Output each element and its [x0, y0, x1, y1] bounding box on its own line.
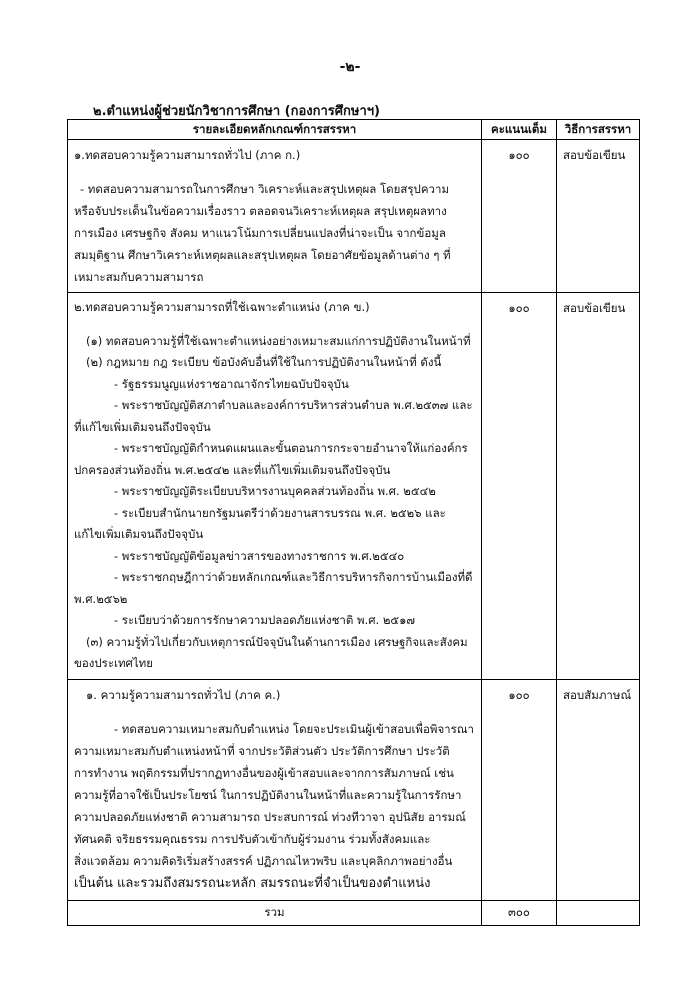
section-title: ๒.ตำแหน่งผู้ช่วยนักวิชาการศึกษา (กองการศึกษาฯ) [93, 104, 380, 119]
score-cell [482, 679, 557, 900]
criteria-line: (๓) ความรู้ทั่วไปเกี่ยวกับเหตุการณ์ปัจจุบันในด้านการเมือง เศรษฐกิจและสังคม [86, 634, 468, 649]
header-method: วิธีการสรรหา [557, 120, 640, 140]
criteria-line: เหมาะสมกับความสามารถ [74, 270, 204, 284]
criteria-heading: ๒.ทดสอบความรู้ความสามารถที่ใช้เฉพาะตำแหน่ง (ภาค ข.) [74, 300, 370, 314]
criteria-line: - ทดสอบความสามารถในการศึกษา วิเคราะห์และสรุปเหตุผล โดยสรุปความ [80, 182, 450, 196]
criteria-cell [68, 140, 482, 293]
total-label: รวม [68, 900, 482, 925]
criteria-cell [68, 679, 482, 900]
header-criteria: รายละเอียดหลักเกณฑ์การสรรหา [68, 120, 482, 140]
criteria-line: (๒) กฎหมาย กฎ ระเบียบ ข้อบังคับอื่นที่ใช้ในการปฏิบัติงานในหน้าที่ ดังนี้ [86, 355, 442, 369]
criteria-line: - ทดสอบความเหมาะสมกับตำแหน่ง โดยจะประเมินผู้เข้าสอบเพื่อพิจารณา [114, 721, 474, 736]
criteria-line: การทำงาน พฤติกรรมที่ปรากฏทางอื่นของผู้เข้าสอบและจากการสัมภาษณ์ เช่น [74, 765, 454, 780]
criteria-line: หรือจับประเด็นในข้อความเรื่องราว ตลอดจนวิเคราะห์เหตุผล สรุปเหตุผลทาง [74, 204, 447, 218]
table-row [68, 140, 640, 293]
method-value: สอบข้อเขียน [563, 301, 626, 315]
criteria-line: พ.ศ.๒๕๖๒ [74, 591, 128, 606]
score-cell [482, 140, 557, 293]
criteria-line: ความเหมาะสมกับตำแหน่งหน้าที่ จากประวัติส่วนตัว ประวัติการศึกษา ประวัติ [74, 743, 450, 758]
criteria-line: (๑) ทดสอบความรู้ที่ใช้เฉพาะตำแหน่งอย่างเหมาะสมแก่การปฏิบัติงานในหน้าที่ [86, 333, 471, 348]
criteria-cell [68, 293, 482, 680]
criteria-line: ของประเทศไทย [74, 656, 153, 670]
criteria-line: - รัฐธรรมนูญแห่งราชอาณาจักรไทยฉบับปัจจุบัน [114, 376, 349, 391]
criteria-line: ปกครองส่วนท้องถิ่น พ.ศ.๒๕๔๒ และที่แก้ไขเพิ่มเติมจนถึงปัจจุบัน [74, 462, 391, 477]
criteria-heading: ๑. ความรู้ความสามารถทั่วไป (ภาค ค.) [86, 687, 281, 702]
score-cell [482, 293, 557, 680]
method-value: สอบสัมภาษณ์ [563, 687, 632, 702]
criteria-line: เป็นต้น และรวมถึงสมรรถนะหลัก สมรรถนะที่จำเป็นของตำแหน่ง [74, 875, 431, 891]
total-method [557, 900, 640, 925]
criteria-line: - พระราชกฤษฎีกาว่าด้วยหลักเกณฑ์และวิธีการบริหารกิจการบ้านเมืองที่ดี [114, 570, 473, 584]
method-value: สอบข้อเขียน [563, 148, 626, 162]
criteria-line: ความปลอดภัยแห่งชาติ ความสามารถ ประสบการณ์ ท่วงทีวาจา อุปนิสัย อารมณ์ [74, 809, 466, 824]
total-score: ๓๐๐ [482, 900, 557, 925]
criteria-line: - ระเบียบว่าด้วยการรักษาความปลอดภัยแห่งชาติ พ.ศ. ๒๕๑๗ [114, 613, 416, 627]
criteria-line: - พระราชบัญญัติระเบียบบริหารงานบุคคลส่วนท้องถิ่น พ.ศ. ๒๕๔๒ [114, 484, 436, 498]
table-header-row [68, 120, 640, 140]
method-cell [557, 679, 640, 900]
criteria-line: การเมือง เศรษฐกิจ สังคม หาแนวโน้มการเปลี่ยนแปลงที่น่าจะเป็น จากข้อมูล [74, 226, 446, 240]
header-full-score: คะแนนเต็ม [482, 120, 557, 140]
criteria-line: - พระราชบัญญัติกำหนดแผนและขั้นตอนการกระจายอำนาจให้แก่องค์กร [114, 441, 468, 455]
criteria-line: ทัศนคติ จริยธรรมคุณธรรม การปรับตัวเข้ากับผู้ร่วมงาน ร่วมทั้งสังคมและ [74, 831, 431, 846]
total-row [68, 900, 640, 925]
page-number: -๒- [339, 59, 361, 75]
criteria-line: - พระราชบัญญัติสภาตำบลและองค์การบริหารส่วนตำบล พ.ศ.๒๕๓๗ และ [114, 398, 473, 412]
criteria-line: - ระเบียบสำนักนายกรัฐมนตรีว่าด้วยงานสารบรรณ พ.ศ. ๒๕๒๖ และ [114, 505, 446, 520]
table-row [68, 293, 640, 680]
score-value: ๑๐๐ [508, 148, 530, 162]
criteria-line: ที่แก้ไขเพิ่มเติมจนถึงปัจจุบัน [74, 419, 211, 434]
score-value: ๑๐๐ [508, 301, 530, 315]
criteria-line: - พระราชบัญญัติข้อมูลข่าวสารของทางราชการ พ.ศ.๒๕๔๐ [114, 548, 405, 563]
criteria-line: สมมุติฐาน ศึกษาวิเคราะห์เหตุผลและสรุปเหตุผล โดยอาศัยข้อมูลด้านต่าง ๆ ที่ [74, 248, 451, 262]
table-row [68, 679, 640, 900]
method-cell [557, 140, 640, 293]
criteria-line: ความรู้ที่อาจใช้เป็นประโยชน์ ในการปฏิบัติงานในหน้าที่และความรู้ในการรักษา [74, 787, 462, 802]
criteria-heading: ๑.ทดสอบความรู้ความสามารถทั่วไป (ภาค ก.) [74, 148, 301, 162]
score-value: ๑๐๐ [508, 687, 530, 702]
criteria-table [67, 119, 640, 926]
method-cell [557, 293, 640, 680]
criteria-line: สิ่งแวดล้อม ความคิดริเริ่มสร้างสรรค์ ปฏิภาณไหวพริบ และบุคลิกภาพอย่างอื่น [74, 853, 453, 868]
criteria-line: แก้ไขเพิ่มเติมจนถึงปัจจุบัน [74, 527, 204, 541]
